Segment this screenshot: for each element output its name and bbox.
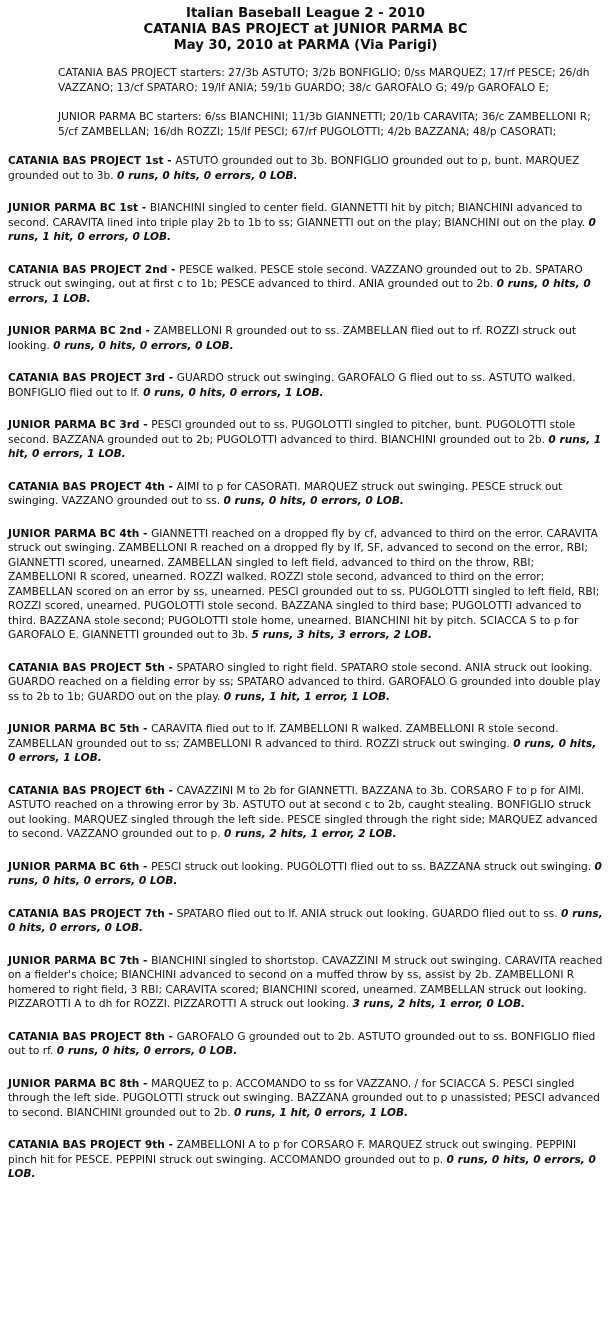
inning-summary: 0 runs, 0 hits, 0 errors, 0 LOB. bbox=[56, 1045, 238, 1057]
inning-team-label: CATANIA BAS PROJECT 3rd bbox=[8, 372, 166, 384]
inning-team-label: CATANIA BAS PROJECT 5th bbox=[8, 661, 165, 674]
inning-paragraph bbox=[8, 907, 603, 936]
inning-team-label: CATANIA BAS PROJECT 2nd bbox=[8, 263, 168, 276]
inning-separator: - bbox=[164, 480, 177, 493]
inning-paragraph bbox=[8, 722, 603, 766]
inning-separator: - bbox=[141, 325, 154, 337]
inning-play-text: PESCE walked. PESCE stole second. VAZZANO grounded out to 2b. SPATARO struck out swinging, out at first c to 1b; PESCE advanced to third. ANIA grounded out to 2b. bbox=[8, 263, 583, 290]
inning-play-text: SPATARO flied out to lf. ANIA struck out looking. GUARDO flied out to ss. bbox=[176, 907, 558, 920]
inning-team-label: JUNIOR PARMA BC 3rd bbox=[8, 419, 140, 431]
inning-team-label: JUNIOR PARMA BC 7th bbox=[8, 954, 140, 967]
inning-team-label: CATANIA BAS PROJECT 9th bbox=[8, 1139, 165, 1151]
inning-summary: 0 runs, 0 hits, 0 errors, 0 LOB. bbox=[117, 169, 298, 182]
inning-team-label: JUNIOR PARMA BC 1st bbox=[8, 202, 139, 214]
inning-summary: 5 runs, 3 hits, 3 errors, 2 LOB. bbox=[251, 629, 433, 641]
inning-team-label: CATANIA BAS PROJECT 7th bbox=[8, 907, 165, 920]
inning-separator: - bbox=[164, 661, 177, 674]
inning-summary: 0 runs, 2 hits, 1 error, 2 LOB. bbox=[224, 828, 397, 840]
league-title: Italian Baseball League 2 - 2010 bbox=[186, 6, 425, 21]
date-place: May 30, 2010 at PARMA (Via Parigi) bbox=[173, 38, 438, 53]
inning-summary: 0 runs, 0 hits, 0 errors, 0 LOB. bbox=[8, 1153, 596, 1180]
inning-separator: - bbox=[138, 202, 150, 214]
inning-summary: 0 runs, 1 hit, 0 errors, 1 LOB. bbox=[8, 433, 602, 460]
inning-play-text: BIANCHINI singled to shortstop. CAVAZZINI M struck out swinging. CARAVITA reached on a fielder's choice; BIANCHINI advanced to second on a muffed throw by ss, assist by 2b. ZAMBELLONI R homered to right field, 3 RBI; CARAVITA scored; BIANCHINI scored, unearned. ZAMBELLAN struck out looking. PIZZAROTTI A to dh for ROZZI. PIZZAROTTI A struck out looking. bbox=[8, 954, 603, 1010]
inning-separator: - bbox=[139, 860, 152, 873]
inning-summary: 0 runs, 0 hits, 0 errors, 0 LOB. bbox=[8, 907, 603, 934]
inning-summary: 0 runs, 1 hit, 1 error, 1 LOB. bbox=[223, 690, 391, 703]
inning-play-text: GAROFALO G grounded out to 2b. ASTUTO grounded out to ss. BONFIGLIO flied out to rf. bbox=[8, 1030, 596, 1057]
inning-team-label: JUNIOR PARMA BC 6th bbox=[8, 860, 140, 873]
inning-summary: 3 runs, 2 hits, 1 error, 0 LOB. bbox=[352, 998, 526, 1010]
inning-team-label: CATANIA BAS PROJECT 6th bbox=[8, 784, 165, 797]
document-header bbox=[8, 6, 603, 54]
inning-paragraph bbox=[8, 784, 603, 842]
inning-separator: - bbox=[164, 1030, 177, 1043]
inning-separator: - bbox=[165, 372, 177, 384]
inning-team-label: JUNIOR PARMA BC 2nd bbox=[8, 325, 142, 337]
inning-summary: 0 runs, 0 hits, 0 errors, 0 LOB. bbox=[8, 860, 602, 887]
inning-play-text: PESCI grounded out to ss. PUGOLOTTI singled to pitcher, bunt. PUGOLOTTI stole second. BAZZANA grounded out to 2b; PUGOLOTTI advanced to third. BIANCHINI grounded out to 2b. bbox=[8, 419, 576, 446]
inning-team-label: JUNIOR PARMA BC 5th bbox=[8, 723, 140, 735]
inning-paragraph bbox=[8, 154, 603, 183]
inning-paragraph bbox=[8, 954, 603, 1012]
inning-play-text: MARQUEZ to p. ACCOMANDO to ss for VAZZANO. / for SCIACCA S. PESCI singled through the left side. PUGOLOTTI struck out swinging. BAZZANA grounded out to p unassisted; PESCI advanced to second. BIANCHINI grounded out to 2b. bbox=[8, 1077, 600, 1119]
inning-separator: - bbox=[167, 263, 180, 276]
inning-paragraph bbox=[8, 418, 603, 462]
inning-separator: - bbox=[164, 784, 177, 797]
innings-list bbox=[8, 154, 603, 1182]
inning-paragraph bbox=[8, 1077, 603, 1121]
inning-play-text: GUARDO struck out swinging. GAROFALO G flied out to ss. ASTUTO walked. BONFIGLIO flied out to lf. bbox=[8, 372, 576, 399]
inning-team-label: JUNIOR PARMA BC 8th bbox=[8, 1077, 140, 1090]
inning-team-label: CATANIA BAS PROJECT 8th bbox=[8, 1030, 165, 1043]
inning-paragraph bbox=[8, 527, 603, 643]
inning-paragraph bbox=[8, 263, 603, 307]
inning-team-label: JUNIOR PARMA BC 4th bbox=[8, 527, 140, 540]
matchup-title: CATANIA BAS PROJECT at JUNIOR PARMA BC bbox=[143, 22, 468, 37]
inning-play-text: GIANNETTI reached on a dropped fly by cf, advanced to third on the error. CARAVITA struck out swinging. ZAMBELLONI R reached on a dropped fly by lf, SF, advanced to second on the error, RBI; GIANNETTI scored, unearned. ZAMBELLAN singled to left field, advanced to third on the throw, RBI; ZAMBELLONI R scored, unearned. ROZZI walked. ROZZI stole second, advanced to third on the error; ZAMBELLAN scored on an error by ss, unearned. PESCI grounded out to ss. PUGOLOTTI singled to left field, RBI; ROZZI scored, unearned. PUGOLOTTI stole second. BAZZANA singled to third base; PUGOLOTTI advanced to third. BAZZANA stole second; PUGOLOTTI stole home, unearned. BIANCHINI hit by pitch. SCIACCA S to p for GAROFALO E. GIANNETTI grounded out to 3b. bbox=[8, 527, 600, 641]
inning-play-text: CARAVITA flied out to lf. ZAMBELLONI R walked. ZAMBELLONI R stole second. ZAMBELLAN grounded out to ss; ZAMBELLONI R advanced to third. ROZZI struck out swinging. bbox=[8, 723, 559, 750]
inning-separator: - bbox=[164, 1139, 177, 1151]
inning-summary: 0 runs, 0 hits, 0 errors, 1 LOB. bbox=[143, 386, 324, 399]
inning-play-text: SPATARO singled to right field. SPATARO stole second. ANIA struck out looking. GUARDO reached on a fielding error by ss; SPATARO advanced to third. GAROFALO G grounded into double play ss to 2b to 1b; GUARDO out on the play. bbox=[8, 661, 601, 703]
inning-separator: - bbox=[139, 419, 152, 431]
starters-section bbox=[8, 66, 603, 140]
inning-play-text: BIANCHINI singled to center field. GIANNETTI hit by pitch; BIANCHINI advanced to second. CARAVITA lined into triple play 2b to 1b to ss; GIANNETTI out on the play; BIANCHINI out on the play. bbox=[8, 202, 586, 229]
inning-play-text: AIMI to p for CASORATI. MARQUEZ struck out swinging. PESCE struck out swinging. VAZZANO grounded out to ss. bbox=[8, 480, 563, 507]
inning-separator: - bbox=[139, 723, 152, 735]
inning-separator: - bbox=[139, 1077, 152, 1090]
inning-paragraph bbox=[8, 371, 603, 400]
inning-separator: - bbox=[139, 527, 152, 540]
inning-paragraph bbox=[8, 201, 603, 245]
inning-separator: - bbox=[139, 954, 152, 967]
inning-summary: 0 runs, 1 hit, 0 errors, 0 LOB. bbox=[8, 216, 596, 243]
inning-paragraph bbox=[8, 324, 603, 353]
inning-play-text: ASTUTO grounded out to 3b. BONFIGLIO grounded out to p, bunt. MARQUEZ grounded out to 3b. bbox=[8, 155, 580, 182]
inning-team-label: CATANIA BAS PROJECT 1st bbox=[8, 155, 164, 167]
inning-separator: - bbox=[163, 155, 176, 167]
away-starters: CATANIA BAS PROJECT starters: 27/3b ASTUTO; 3/2b BONFIGLIO; 0/ss MARQUEZ; 17/rf PESCE; 26/dh VAZZANO; 13/cf SPATARO; 19/lf ANIA; 59/1b GUARDO; 38/c GAROFALO G; 49/p GAROFALO E; bbox=[58, 67, 590, 94]
inning-team-label: CATANIA BAS PROJECT 4th bbox=[8, 480, 165, 493]
inning-summary: 0 runs, 0 hits, 0 errors, 1 LOB. bbox=[8, 737, 597, 764]
inning-play-text: ZAMBELLONI R grounded out to ss. ZAMBELLAN flied out to rf. ROZZI struck out looking. bbox=[8, 325, 577, 352]
inning-paragraph bbox=[8, 860, 603, 889]
inning-paragraph bbox=[8, 1030, 603, 1059]
inning-summary: 0 runs, 1 hit, 0 errors, 1 LOB. bbox=[234, 1106, 409, 1119]
inning-summary: 0 runs, 0 hits, 0 errors, 0 LOB. bbox=[53, 339, 234, 352]
inning-paragraph bbox=[8, 661, 603, 705]
inning-paragraph bbox=[8, 480, 603, 509]
inning-play-text: PESCI struck out looking. PUGOLOTTI flied out to ss. BAZZANA struck out swinging. bbox=[151, 860, 592, 873]
home-starters: JUNIOR PARMA BC starters: 6/ss BIANCHINI; 11/3b GIANNETTI; 20/1b CARAVITA; 36/c ZAMBELLONI R; 5/cf ZAMBELLAN; 16/dh ROZZI; 15/lf PESCI; 67/rf PUGOLOTTI; 4/2b BAZZANA; 48/p CASORATI; bbox=[58, 111, 591, 138]
inning-play-text: ZAMBELLONI A to p for CORSARO F. MARQUEZ struck out swinging. PEPPINI pinch hit for PESCE. PEPPINI struck out swinging. ACCOMANDO grounded out to p. bbox=[8, 1139, 577, 1166]
inning-summary: 0 runs, 0 hits, 0 errors, 0 LOB. bbox=[223, 495, 404, 507]
inning-summary: 0 runs, 0 hits, 0 errors, 1 LOB. bbox=[8, 278, 591, 305]
inning-paragraph bbox=[8, 1138, 603, 1182]
inning-separator: - bbox=[164, 907, 177, 920]
inning-play-text: CAVAZZINI M to 2b for GIANNETTI. BAZZANA to 3b. CORSARO F to p for AIMI. ASTUTO reached on a throwing error by 3b. ASTUTO out at second c to 2b, caught stealing. BONFIGLIO struck out looking. MARQUEZ singled through the left side. PESCE singled through the right side; MARQUEZ advanced to second. VAZZANO grounded out to p. bbox=[8, 784, 598, 840]
